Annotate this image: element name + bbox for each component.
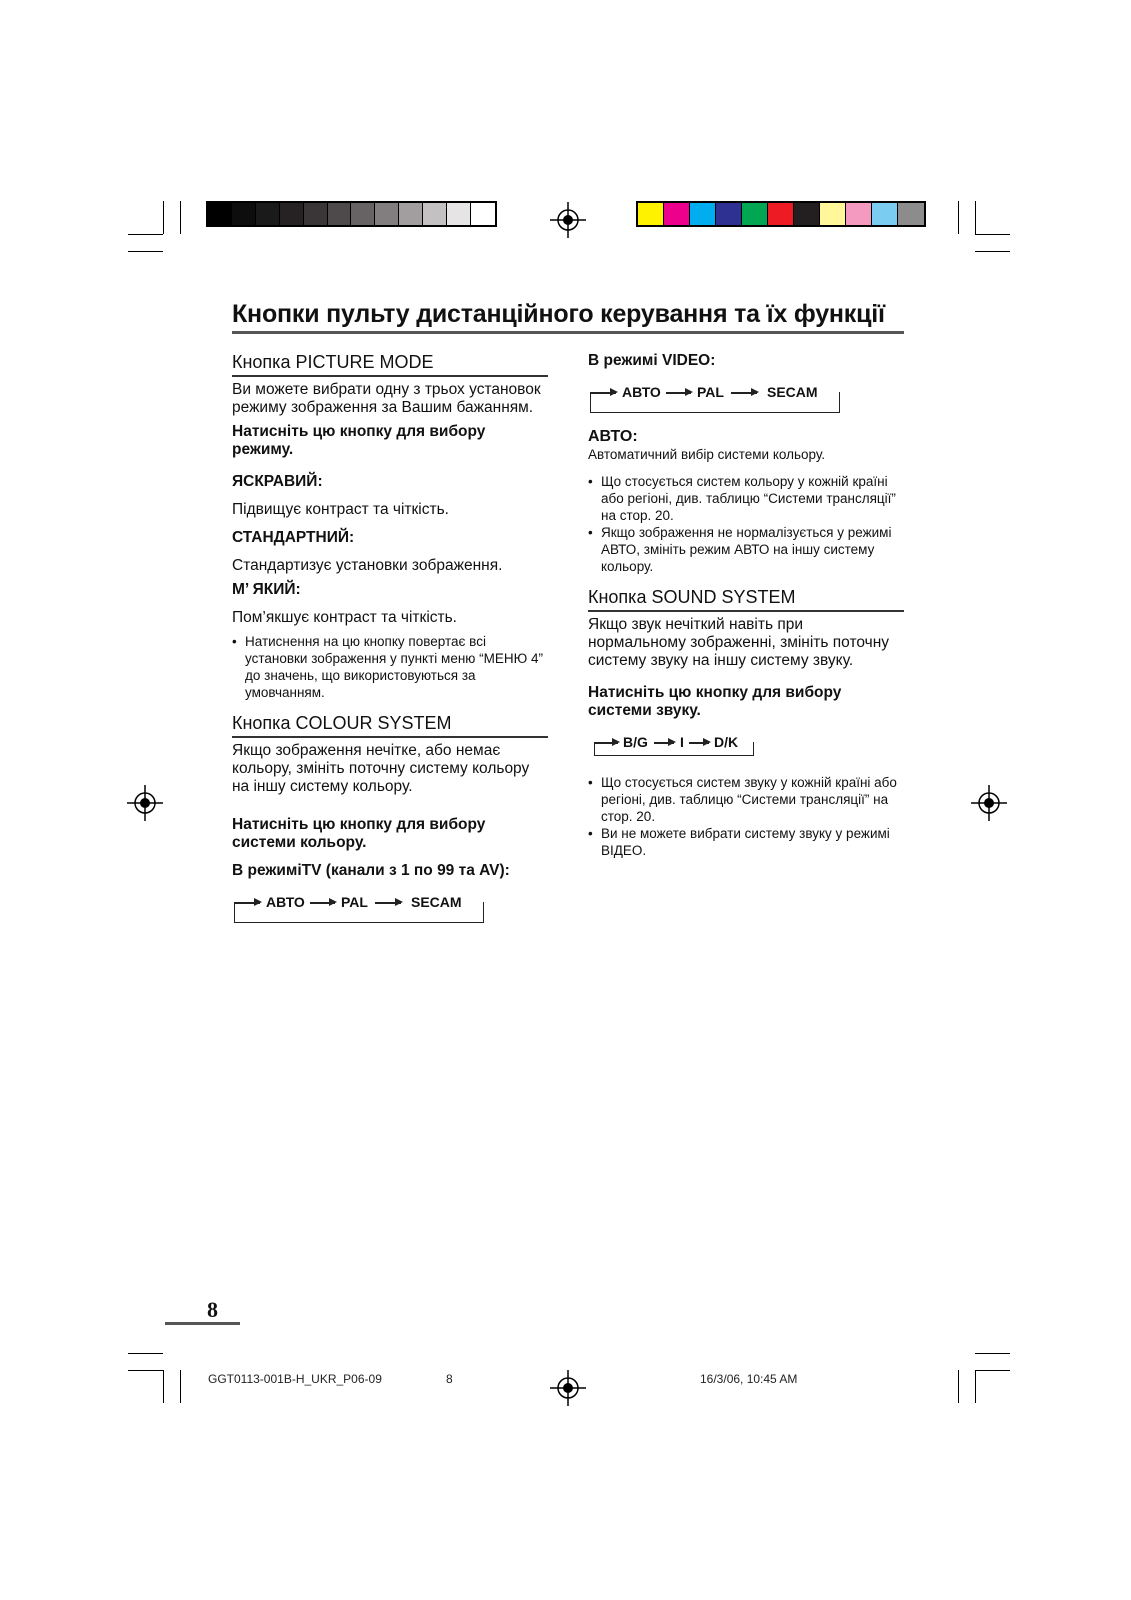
crop-mark [975,1353,1010,1354]
crop-mark [128,1353,163,1354]
sound-system-instruction: Натисніть цю кнопку для вибору системи звуку. [588,684,842,719]
picture-mode-note: • Натиснення на цю кнопку повертає всі установки зображення у пункті меню “МЕНЮ 4” до значень, що використовуються за умовчанням. [232,633,548,701]
calibration-swatch [638,203,664,225]
right-column [588,352,904,859]
crop-mark [975,234,1010,235]
flow-step: SECAM [763,384,822,400]
crop-mark [128,251,163,252]
registration-mark-icon [550,202,586,238]
auto-note: • Що стосується систем кольору у кожній країні або регіоні, див. таблицю “Системи трансляції” на стор. 20. [588,473,904,524]
page-title: Кнопки пульту дистанційного керування та їх функції [232,300,885,328]
flow-step: I [680,734,687,750]
calibration-swatch [256,203,280,225]
auto-text: Автоматичний вибір системи кольору. [588,447,826,462]
page-number-rule [165,1322,240,1325]
footer-page: 8 [446,1372,453,1386]
sound-system-flow [588,734,754,762]
video-colour-flow [588,384,840,412]
crop-mark [958,201,959,234]
auto-heading: АВТО: [588,428,638,445]
page-number: 8 [207,1297,218,1322]
grayscale-calibration-bar [206,201,497,227]
calibration-swatch [232,203,256,225]
tv-mode-label: В режиміTV (канали з 1 по 99 та AV): [232,862,510,879]
crop-mark [180,201,181,234]
colour-system-flow [232,894,484,922]
crop-mark [975,201,976,234]
sound-system-intro: Якщо звук нечіткий навіть при нормальному зображенні, змініть поточну систему звуку на іншу систему звуку. [588,616,890,669]
flow-step: АВТО [622,384,664,400]
picture-mode-heading: Кнопка PICTURE MODE [232,352,548,377]
calibration-swatch [742,203,768,225]
calibration-swatch [351,203,375,225]
calibration-swatch [872,203,898,225]
crop-mark [180,1370,181,1403]
crop-mark [163,201,164,234]
sound-note: • Що стосується систем звуку у кожній країні або регіоні, див. таблицю “Системи трансляції” на стор. 20. [588,774,904,825]
calibration-swatch [846,203,872,225]
calibration-swatch [399,203,423,225]
calibration-swatch [898,203,924,225]
calibration-swatch [447,203,471,225]
title-underline [232,331,904,334]
soft-text: Пом’якшує контраст та чіткість. [232,609,457,626]
standard-heading: СТАНДАРТНИЙ: [232,529,355,546]
crop-mark [128,234,163,235]
calibration-swatch [716,203,742,225]
crop-mark [975,251,1010,252]
left-column [232,352,548,922]
colour-system-heading: Кнопка COLOUR SYSTEM [232,713,548,738]
calibration-swatch [423,203,447,225]
calibration-swatch [328,203,352,225]
flow-step: B/G [623,734,651,750]
video-mode-label: В режимі VIDEO: [588,352,716,369]
auto-note: • Якщо зображення не нормалізується у режимі АВТО, змініть режим АВТО на іншу систему кольору. [588,524,904,575]
picture-mode-instruction: Натисніть цю кнопку для вибору режиму. [232,423,486,458]
calibration-swatch [208,203,232,225]
sound-system-heading: Кнопка SOUND SYSTEM [588,587,904,612]
crop-mark [975,1370,976,1403]
calibration-swatch [375,203,399,225]
crop-mark [163,1370,164,1403]
flow-step: D/K [714,734,742,750]
registration-mark-icon [971,785,1007,821]
vivid-text: Підвищує контраст та чіткість. [232,501,449,518]
colour-system-intro: Якщо зображення нечітке, або немає кольору, змініть поточну систему кольору на іншу систему кольору. [232,742,530,795]
calibration-swatch [664,203,690,225]
calibration-swatch [690,203,716,225]
crop-mark [975,1370,1010,1371]
calibration-swatch [304,203,328,225]
registration-mark-icon [550,1370,586,1406]
sound-note: • Ви не можете вибрати систему звуку у режимі ВІДЕО. [588,825,904,859]
picture-mode-intro: Ви можете вибрати одну з трьох установок режиму зображення за Вашим бажанням. [232,381,541,416]
crop-mark [958,1370,959,1403]
flow-step: SECAM [407,894,466,910]
soft-heading: М’ ЯКИЙ: [232,581,301,598]
color-calibration-bar [636,201,926,227]
flow-step: PAL [341,894,368,910]
footer-file-name: GGT0113-001B-H_UKR_P06-09 [208,1372,382,1386]
vivid-heading: ЯСКРАВИЙ: [232,473,323,490]
calibration-swatch [471,203,495,225]
calibration-swatch [794,203,820,225]
flow-step: PAL [697,384,724,400]
flow-step: АВТО [266,894,308,910]
standard-text: Стандартизує установки зображення. [232,557,503,574]
calibration-swatch [820,203,846,225]
registration-mark-icon [127,785,163,821]
footer-date: 16/3/06, 10:45 AM [700,1372,798,1386]
crop-mark [128,1370,163,1371]
colour-system-instruction: Натисніть цю кнопку для вибору системи кольору. [232,816,486,851]
calibration-swatch [280,203,304,225]
calibration-swatch [768,203,794,225]
